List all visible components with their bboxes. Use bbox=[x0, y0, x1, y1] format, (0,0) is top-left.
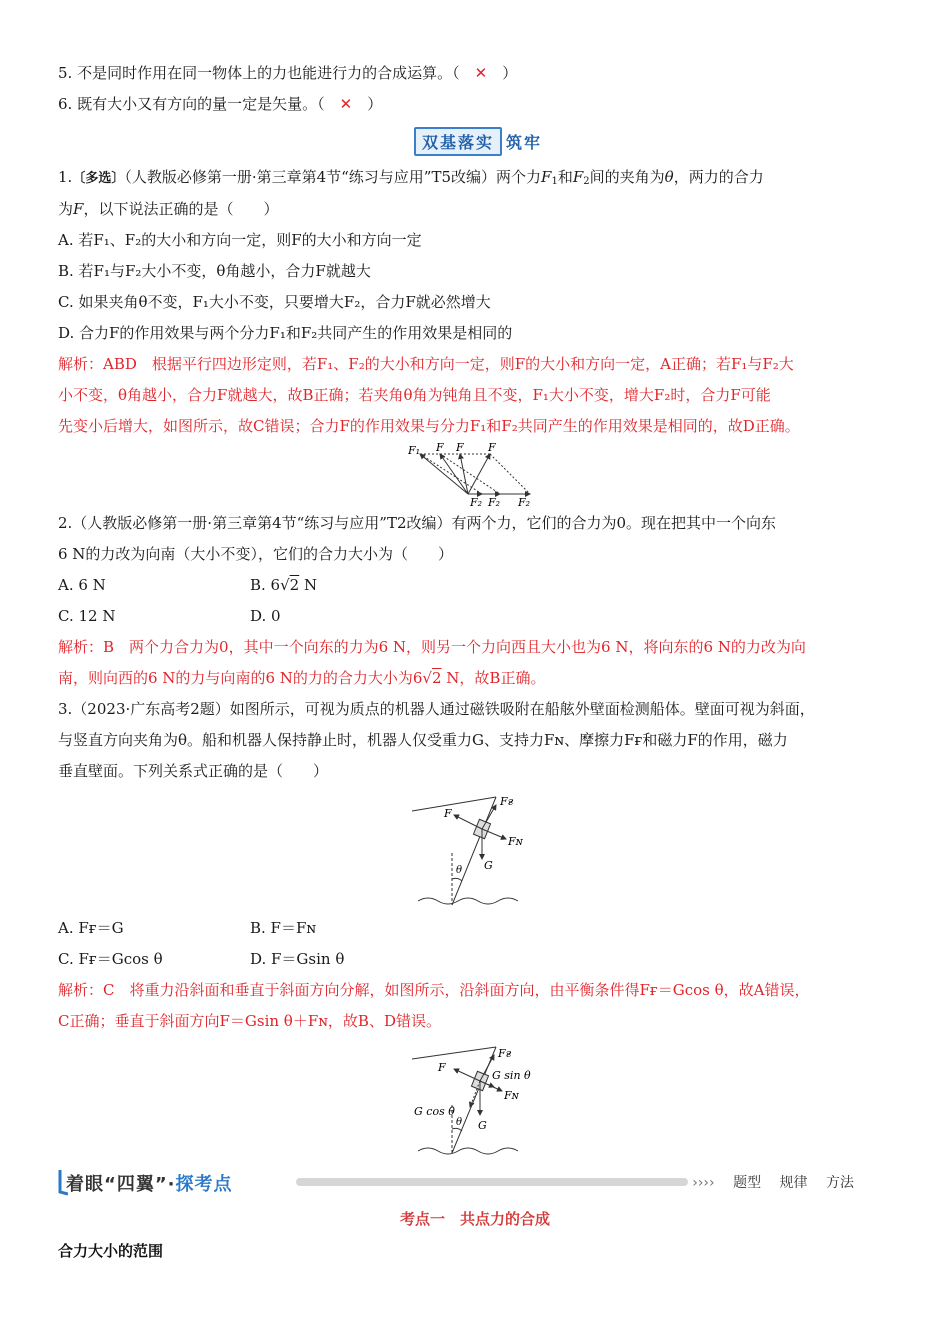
q2-options-cd bbox=[58, 601, 898, 632]
figure-parallelogram bbox=[58, 442, 898, 508]
fig1-label-f2: F₂ bbox=[470, 496, 483, 508]
q2-options-ab bbox=[58, 570, 898, 601]
q1-option-d: D. 合力F的作用效果与两个分力F₁和F₂共同产生的作用效果是相同的 bbox=[58, 324, 513, 342]
fig1-label-f2: F₂ bbox=[518, 496, 531, 508]
chevrons-icon: ›››› bbox=[692, 1175, 715, 1191]
q2-option-a: A. 6 N bbox=[58, 576, 106, 594]
tag-guilv: 规律 bbox=[779, 1175, 808, 1191]
q1-stem-line2: 为F，以下说法正确的是（ ） bbox=[58, 200, 279, 218]
subsection-title: 合力大小的范围 bbox=[58, 1242, 164, 1260]
q3-stem-line3: 垂直壁面。下列关系式正确的是（ ） bbox=[58, 762, 329, 780]
figure-force-decomposition bbox=[58, 1045, 898, 1161]
fig1-label-f1: F₁ bbox=[408, 444, 421, 457]
fig3-label-ff: Fғ bbox=[498, 1047, 512, 1060]
q1-stem-line1: 1.〔多选〕（人教版必修第一册·第三章第4节“练习与应用”T5改编）两个力$F_1$和$F_2$间的夹角为θ，两力的合力 bbox=[58, 168, 764, 187]
q1-answer-line3: 先变小后增大，如图所示，故C错误；合力F的作用效果与分力F₁和F₂共同产生的作用效果是相同的，故D正确。 bbox=[58, 417, 800, 435]
section-tags bbox=[678, 1172, 854, 1192]
fig2-label-fn: Fɴ bbox=[508, 835, 523, 848]
section-banner-shuangji bbox=[58, 122, 898, 160]
sqrt-icon: √ bbox=[422, 669, 432, 687]
judge-6: 6. 既有大小又有方向的量一定是矢量。（ ✕ ） bbox=[58, 95, 383, 113]
figure-robot-wall bbox=[58, 793, 898, 913]
wrong-mark-icon: ✕ bbox=[339, 95, 353, 113]
fig2-label-g: G bbox=[484, 859, 493, 872]
kaodian-title: 考点一 共点力的合成 bbox=[399, 1210, 550, 1228]
fig3-label-gcos: G cos θ bbox=[414, 1105, 455, 1118]
tag-fangfa: 方法 bbox=[826, 1175, 854, 1191]
fig3-label-f: F bbox=[438, 1061, 446, 1074]
fig3-label-gsin: G sin θ bbox=[492, 1069, 531, 1082]
fig2-label-theta: θ bbox=[456, 865, 463, 876]
section-title: 着眼“四翼”·探考点 bbox=[66, 1174, 233, 1195]
fig1-label-f: F bbox=[436, 442, 444, 454]
q3-option-a: A. Fғ＝G bbox=[58, 919, 124, 937]
tag-tixing: 题型 bbox=[733, 1175, 762, 1191]
q3-option-c: C. Fғ＝Gcos θ bbox=[58, 950, 163, 968]
banner-box: 双基落实 bbox=[414, 127, 502, 156]
fig1-label-f: F bbox=[488, 442, 496, 454]
q3-options-cd bbox=[58, 944, 898, 975]
q2-stem-line1: 2.（人教版必修第一册·第三章第4节“练习与应用”T2改编）有两个力，它们的合力为0。现在把其中一个向东 bbox=[58, 514, 777, 532]
q1-answer-line2: 小不变，θ角越小，合力F就越大，故B正确；若夹角θ角为钝角且不变，F₁大小不变，增大F₂时，合力F可能 bbox=[58, 386, 771, 404]
fig1-label-f2: F₂ bbox=[488, 496, 501, 508]
q1-option-c: C. 如果夹角θ不变，F₁大小不变，只要增大F₂，合力F就必然增大 bbox=[58, 293, 491, 311]
q3-stem-line2: 与竖直方向夹角为θ。船和机器人保持静止时，机器人仅受重力G、支持力Fɴ、摩擦力Fғ和磁力F的作用，磁力 bbox=[58, 731, 788, 749]
fig2-label-ff: Fғ bbox=[500, 795, 514, 808]
wrong-mark-icon: ✕ bbox=[474, 64, 488, 82]
fig3-label-theta: θ bbox=[456, 1117, 463, 1128]
q1-option-a: A. 若F₁、F₂的大小和方向一定，则F的大小和方向一定 bbox=[58, 231, 422, 249]
q2-option-c: C. 12 N bbox=[58, 607, 116, 625]
section-divider-bar bbox=[296, 1178, 688, 1186]
sqrt-icon: √ bbox=[280, 576, 290, 594]
fig2-label-f: F bbox=[444, 807, 452, 820]
fig3-label-fn: Fɴ bbox=[504, 1089, 519, 1102]
q3-option-b: B. F＝Fɴ bbox=[250, 919, 317, 937]
q3-answer-line2: C正确；垂直于斜面方向F＝Gsin θ＋Fɴ，故B、D错误。 bbox=[58, 1012, 441, 1030]
section-header-kaodian bbox=[58, 1166, 898, 1198]
q3-stem-line1: 3.（2023·广东高考2题）如图所示，可视为质点的机器人通过磁铁吸附在船舷外壁面检测船体。壁面可视为斜面， bbox=[58, 700, 815, 718]
page-content bbox=[58, 58, 898, 1161]
q2-answer-line2: 南，则向西的6 N的力与向南的6 N的力的合力大小为6√2 N，故B正确。 bbox=[58, 669, 546, 687]
q3-options-ab bbox=[58, 913, 898, 944]
fig3-label-g: G bbox=[478, 1119, 487, 1132]
q2-answer-line1: 解析：B 两个力合力为0，其中一个向东的力为6 N，则另一个力向西且大小也为6 N，将向东的6 N的力改为向 bbox=[58, 638, 806, 656]
q2-option-d: D. 0 bbox=[250, 607, 281, 625]
q1-option-b: B. 若F₁与F₂大小不变，θ角越小，合力F就越大 bbox=[58, 262, 371, 280]
q2-option-b: B. 6√2 N bbox=[250, 576, 318, 594]
q3-option-d: D. F＝Gsin θ bbox=[250, 950, 345, 968]
banner-tail: 筑牢 bbox=[506, 132, 543, 152]
q1-answer-line1: 解析：ABD 根据平行四边形定则，若F₁、F₂的大小和方向一定，则F的大小和方向一定，A正确；若F₁与F₂大 bbox=[58, 355, 794, 373]
judge-5: 5. 不是同时作用在同一物体上的力也能进行力的合成运算。（ ✕ ） bbox=[58, 64, 518, 82]
fig1-label-f: F bbox=[456, 442, 464, 454]
q2-stem-line2: 6 N的力改为向南（大小不变），它们的合力大小为（ ） bbox=[58, 545, 453, 563]
q3-answer-line1: 解析：C 将重力沿斜面和垂直于斜面方向分解，如图所示，沿斜面方向，由平衡条件得Fғ＝Gcos θ，故A错误， bbox=[58, 981, 810, 999]
